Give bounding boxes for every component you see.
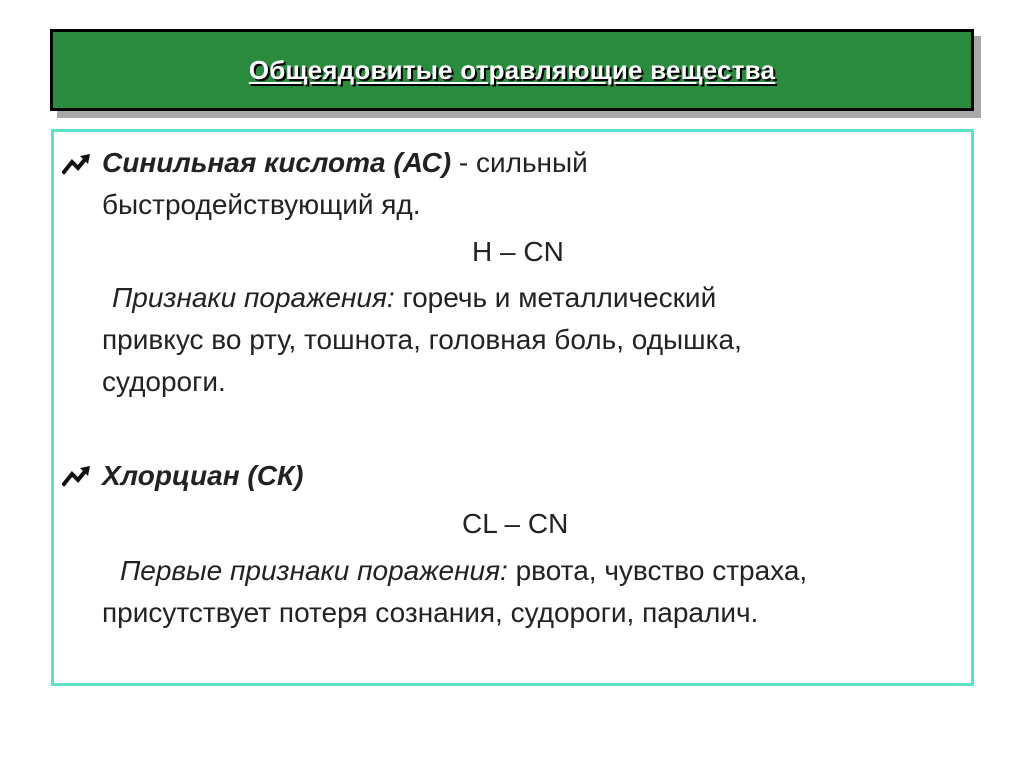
- title-banner: [50, 29, 974, 111]
- section-1-signs-text: горечь и металлический: [394, 282, 717, 313]
- section-1-signs-label: Признаки поражения:: [112, 282, 395, 313]
- section-2-signs-line1: [120, 557, 807, 585]
- section-2-signs-label: Первые признаки поражения:: [120, 555, 508, 586]
- section-1-signs-line2: привкус во рту, тошнота, головная боль, одышка,: [102, 324, 742, 355]
- section-2-heading: [102, 462, 303, 490]
- section-2-formula: CL – CN: [462, 508, 569, 539]
- section-1-desc: - сильный: [451, 147, 588, 178]
- page-title: Общеядовитые отравляющие вещества: [248, 54, 776, 85]
- section-2-signs-text: рвота, чувство страха,: [507, 555, 808, 586]
- arrow-bullet-icon: [62, 462, 96, 488]
- arrow-bullet-icon: [62, 150, 96, 176]
- section-2-signs-line2: присутствует потеря сознания, судороги, паралич.: [102, 597, 759, 628]
- section-1-signs-line1: [112, 284, 716, 312]
- section-1-formula: H – CN: [472, 236, 564, 267]
- section-2-name: Хлорциан (СК): [102, 460, 304, 491]
- section-1-heading: [102, 149, 588, 177]
- section-1-signs-line3: судороги.: [102, 366, 226, 397]
- section-1-desc-line2: быстродействующий яд.: [102, 189, 421, 220]
- section-1-name: Синильная кислота (АС): [102, 147, 452, 178]
